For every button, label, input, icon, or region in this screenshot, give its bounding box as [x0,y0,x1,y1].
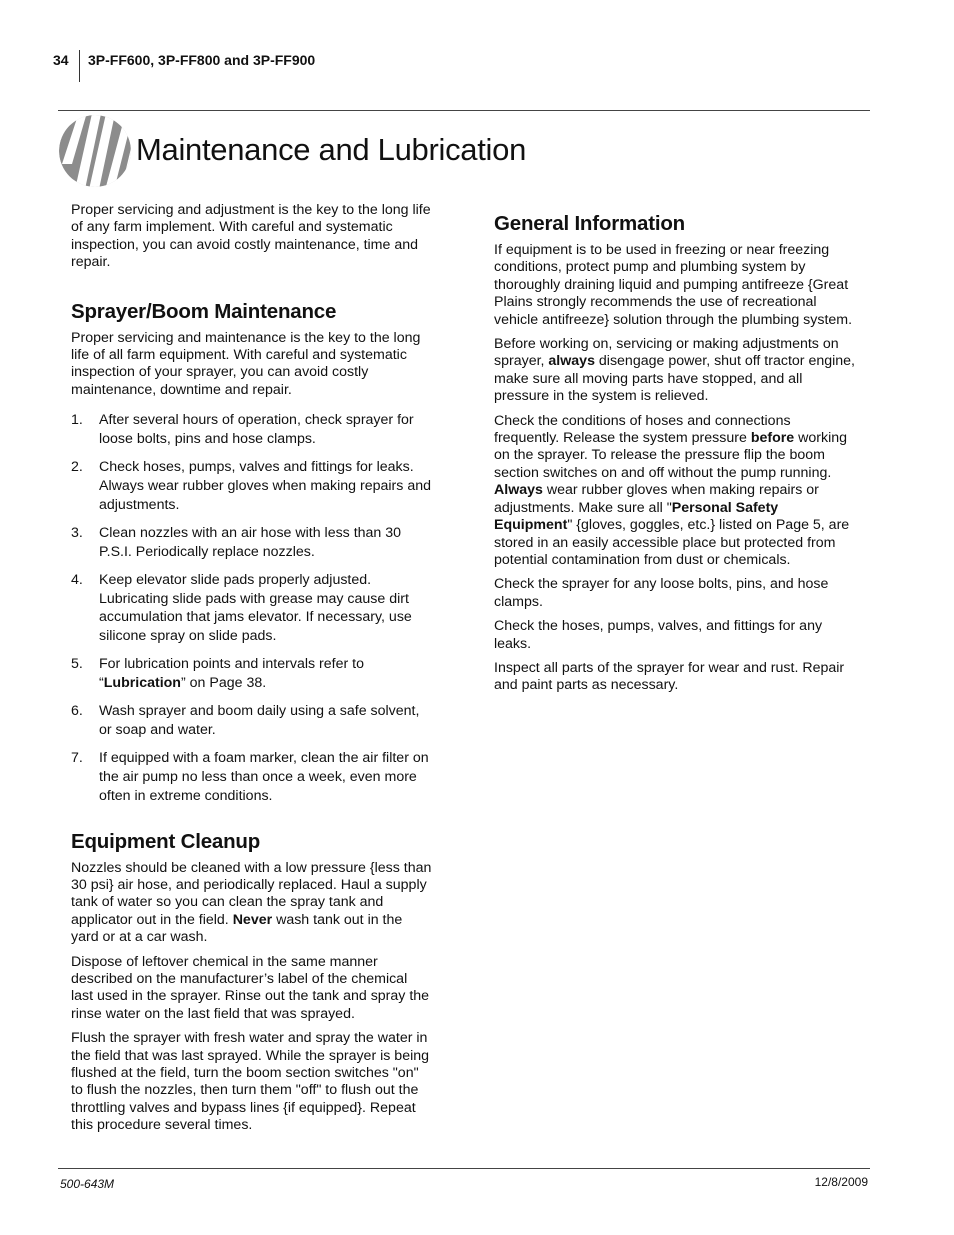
cleanup-paragraph-2: Dispose of leftover chemical in the same manner described on the manufacturer’s label of the chemical last used in the sprayer. Rinse out the tank and spray the rinse water on the last field that was sprayed. [71,953,430,1022]
header-divider [79,50,80,82]
step-item: 5. For lubrication points and intervals refer to “Lubrication” on Page 38. [71,656,364,692]
cleanup-paragraph-3: Flush the sprayer with fresh water and spray the water in the field that was last sprayed. While the sprayer is being flushed at the field, turn the boom section switches "on" to flush the nozzles, then turn them "off" to flush out the throttling valves and bypass lines {if equipped}. Repeat this procedure several times. [71,1030,430,1134]
general-paragraph-2: Before working on, servicing or making adjustments on sprayer, always disengage power, shut off tractor engine, make sure all moving parts have stopped, and all pressure in the system is relieved. [494,336,855,405]
sprayer-heading: Sprayer/Boom Maintenance [71,299,337,323]
general-paragraph-6: Inspect all parts of the sprayer for wear and rust. Repair and paint parts as necessary. [494,659,845,694]
step-item: 3. Clean nozzles with an air hose with less than 30 P.S.I. Periodically replace nozzles. [71,524,402,560]
step-item: 1. After several hours of operation, check sprayer for loose bolts, pins and hose clamps. [71,412,414,448]
step-item: 6. Wash sprayer and boom daily using a safe solvent, or soap and water. [71,703,420,738]
lubrication-link-text: Lubrication [103,675,181,692]
step-item: 2. Check hoses, pumps, valves and fittings for leaks. Always wear rubber gloves when making repairs and adjustments. [71,459,431,513]
page-title: Maintenance and Lubrication [136,132,527,167]
sprayer-paragraph: Proper servicing and maintenance is the key to the long life of all farm equipment. With careful and systematic inspection of your sprayer, you can avoid costly maintenance, downtime and repair. [71,329,421,398]
bottom-rule [58,1168,870,1169]
page-number: 34 [53,52,69,68]
footer-date: 12/8/2009 [814,1175,868,1189]
general-heading: General Information [494,212,685,235]
section-stripes-icon [58,114,132,188]
general-paragraph-5: Check the hoses, pumps, valves, and fittings for any leaks. [494,618,823,652]
maintenance-steps [71,411,433,805]
right-column [494,212,858,702]
top-rule [58,110,870,111]
general-paragraph-1: If equipment is to be used in freezing or near freezing conditions, protect pump and plumbing system by thoroughly draining liquid and pumping antifreeze {Great Plains strongly recommends the use of recreational vehicle antifreeze} solution through the plumbing system. [494,242,853,328]
step-item: 7. If equipped with a foam marker, clean the air filter on the air pump no less than once a week, even more often in extreme conditions. [71,749,429,804]
footer-doc-number: 500-643M [60,1177,115,1191]
general-paragraph-3: Check the conditions of hoses and connections frequently. Release the system pressure before working on the sprayer. To release the pressure flip the boom section switches on and off without the pump running. Always wear rubber gloves when making repairs or adjustments. Make sure all "Personal Safety Equipment" {gloves, goggles, etc.} listed on Page 5, are stored in an easily accessible place but protected from potential contamination from dust or chemicals. [494,412,850,568]
step-item: 4. Keep elevator slide pads properly adjusted. Lubricating slide pads with grease may cause dirt accumulation that jams elevator. If necessary, use silicone spray on slide pads. [71,571,412,645]
cleanup-heading: Equipment Cleanup [71,829,261,853]
left-column [71,202,433,1142]
header-doc-title: 3P-FF600, 3P-FF800 and 3P-FF900 [88,52,316,68]
cleanup-paragraph-1: Nozzles should be cleaned with a low pressure {less than 30 psi} air hose, and periodically replaced. Haul a supply tank of water so you can clean the spray tank and applicator out in the field. Never wash tank out in the yard or at a car wash. [71,859,432,946]
intro-paragraph: Proper servicing and adjustment is the key to the long life of any farm implement. With careful and systematic inspection, you can avoid costly maintenance, time and repair. [71,202,431,271]
general-paragraph-4: Check the sprayer for any loose bolts, pins, and hose clamps. [494,576,829,610]
